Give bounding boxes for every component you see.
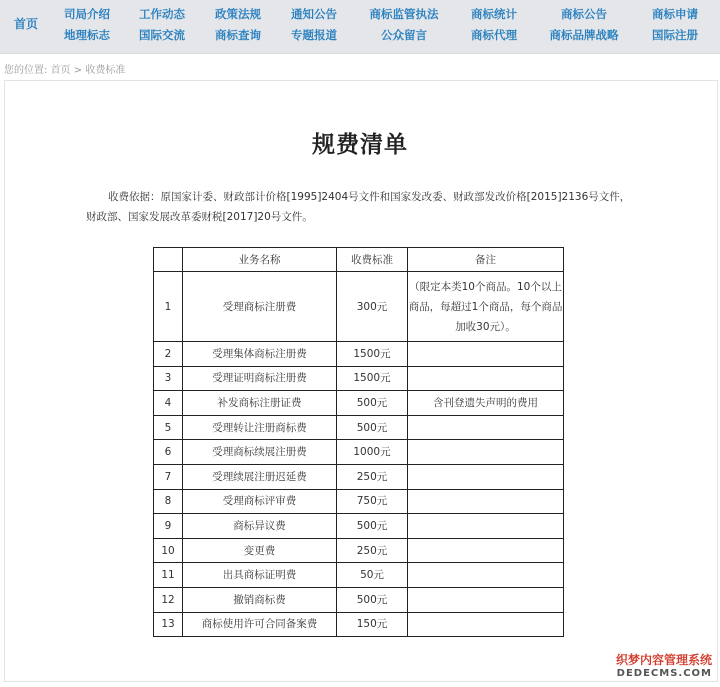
nav-link-application[interactable]: 商标申请 <box>652 7 698 21</box>
breadcrumb-separator: > <box>73 65 83 76</box>
row-index: 7 <box>154 464 183 489</box>
nav-link-enforcement[interactable]: 商标监管执法 <box>369 7 439 21</box>
nav-link-features[interactable]: 专题报道 <box>291 28 337 42</box>
page-title: 规费清单 <box>312 132 408 158</box>
fee-table-body <box>154 248 564 637</box>
row-index: 2 <box>154 342 183 367</box>
table-row <box>154 563 564 588</box>
row-index: 3 <box>154 366 183 391</box>
table-row <box>154 538 564 563</box>
row-fee: 1500元 <box>337 366 408 391</box>
row-fee: 750元 <box>337 489 408 514</box>
nav-link-geo-indication[interactable]: 地理标志 <box>64 28 110 42</box>
row-fee: 1500元 <box>337 342 408 367</box>
watermark <box>616 651 712 679</box>
nav-link-statistics[interactable]: 商标统计 <box>471 7 517 21</box>
row-index: 13 <box>154 612 183 637</box>
row-index: 9 <box>154 514 183 539</box>
header-service-name: 业务名称 <box>183 248 337 272</box>
row-index: 6 <box>154 440 183 465</box>
header-index <box>154 248 183 272</box>
row-service-name: 受理续展注册迟延费 <box>183 464 337 489</box>
row-note: （限定本类10个商品。10个以上商品，每超过1个商品，每个商品加收30元）。 <box>408 272 564 342</box>
row-service-name: 撤销商标费 <box>183 587 337 612</box>
row-service-name: 受理转让注册商标费 <box>183 415 337 440</box>
breadcrumb-home-link[interactable]: 首页 <box>50 65 71 76</box>
watermark-domain: DEDECMS.COM <box>616 668 712 679</box>
row-index: 10 <box>154 538 183 563</box>
table-row <box>154 366 564 391</box>
row-index: 5 <box>154 415 183 440</box>
row-service-name: 变更费 <box>183 538 337 563</box>
fee-table <box>153 247 564 637</box>
nav-link-bureau-intro[interactable]: 司局介绍 <box>64 7 110 21</box>
row-index: 4 <box>154 391 183 416</box>
table-row <box>154 489 564 514</box>
nav-link-work-news[interactable]: 工作动态 <box>139 7 185 21</box>
row-fee: 500元 <box>337 415 408 440</box>
row-service-name: 补发商标注册证费 <box>183 391 337 416</box>
row-fee: 300元 <box>337 272 408 342</box>
watermark-title: 织梦内容管理系统 <box>615 653 712 667</box>
row-fee: 250元 <box>337 538 408 563</box>
row-index: 11 <box>154 563 183 588</box>
row-note: 含刊登遗失声明的费用 <box>408 391 564 416</box>
nav-link-policies[interactable]: 政策法规 <box>215 7 261 21</box>
breadcrumb-current: 收费标准 <box>85 65 126 76</box>
table-row <box>154 342 564 367</box>
nav-link-intl-exchange[interactable]: 国际交流 <box>139 28 185 42</box>
row-note <box>408 342 564 367</box>
table-row <box>154 391 564 416</box>
row-fee: 150元 <box>337 612 408 637</box>
row-index: 12 <box>154 587 183 612</box>
row-note <box>408 489 564 514</box>
row-service-name: 受理商标注册费 <box>183 272 337 342</box>
top-navigation <box>0 0 720 54</box>
row-fee: 50元 <box>337 563 408 588</box>
breadcrumb <box>4 61 125 76</box>
breadcrumb-prefix: 您的位置: <box>4 65 48 76</box>
fee-table-header <box>154 248 564 272</box>
nav-link-intl-registration[interactable]: 国际注册 <box>652 28 698 42</box>
row-fee: 500元 <box>337 514 408 539</box>
row-note <box>408 612 564 637</box>
row-index: 8 <box>154 489 183 514</box>
row-index: 1 <box>154 272 183 342</box>
header-fee: 收费标准 <box>337 248 408 272</box>
row-fee: 1000元 <box>337 440 408 465</box>
row-service-name: 受理商标评审费 <box>183 489 337 514</box>
table-row <box>154 440 564 465</box>
table-row <box>154 612 564 637</box>
row-note <box>408 563 564 588</box>
nav-link-public-messages[interactable]: 公众留言 <box>381 28 427 42</box>
table-row <box>154 272 564 342</box>
row-service-name: 商标使用许可合同备案费 <box>183 612 337 637</box>
row-service-name: 受理集体商标注册费 <box>183 342 337 367</box>
nav-link-announcements[interactable]: 商标公告 <box>561 7 607 21</box>
nav-link-notices[interactable]: 通知公告 <box>291 7 337 21</box>
row-note <box>408 415 564 440</box>
row-note <box>408 366 564 391</box>
row-service-name: 出具商标证明费 <box>183 563 337 588</box>
nav-link-search[interactable]: 商标查询 <box>215 28 261 42</box>
row-service-name: 受理证明商标注册费 <box>183 366 337 391</box>
row-fee: 250元 <box>337 464 408 489</box>
row-service-name: 受理商标续展注册费 <box>183 440 337 465</box>
fee-basis-paragraph: 收费依据：原国家计委、财政部计价格[1995]2404号文件和国家发改委、财政部发改价格[2015]2136号文件，财政部、国家发展改革委财税[2017]20号文件。 <box>86 191 631 223</box>
row-fee: 500元 <box>337 587 408 612</box>
nav-home-link[interactable]: 首页 <box>14 17 39 31</box>
table-row <box>154 415 564 440</box>
row-note <box>408 464 564 489</box>
row-fee: 500元 <box>337 391 408 416</box>
row-note <box>408 538 564 563</box>
row-note <box>408 440 564 465</box>
row-note <box>408 514 564 539</box>
row-note <box>408 587 564 612</box>
nav-link-brand-strategy[interactable]: 商标品牌战略 <box>549 28 619 42</box>
table-row <box>154 514 564 539</box>
table-row <box>154 587 564 612</box>
header-note: 备注 <box>408 248 564 272</box>
nav-link-agency[interactable]: 商标代理 <box>471 28 517 42</box>
row-service-name: 商标异议费 <box>183 514 337 539</box>
table-row <box>154 464 564 489</box>
